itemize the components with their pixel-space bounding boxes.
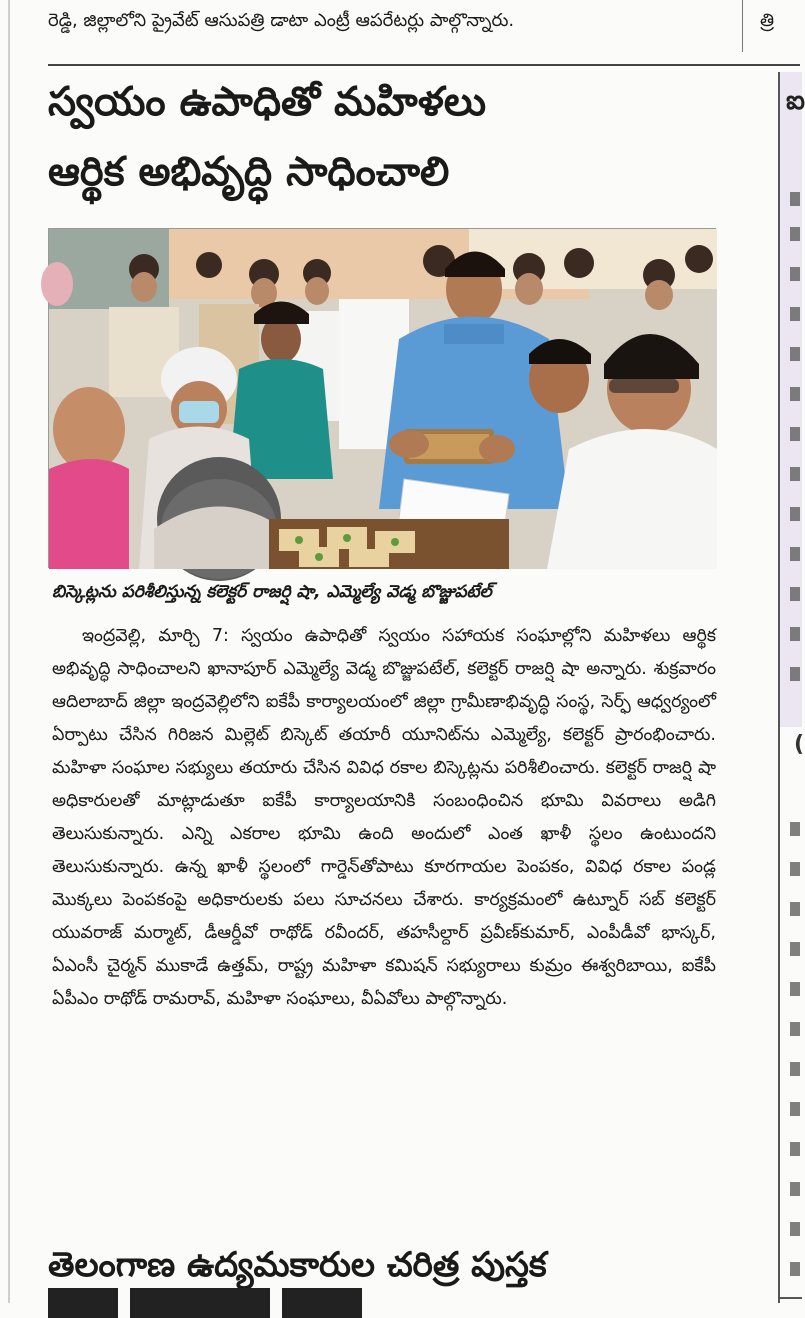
article-body — [52, 620, 716, 1016]
adjacent-column-strip — [778, 72, 805, 1303]
text-fragment — [790, 1262, 800, 1276]
text-fragment — [790, 427, 800, 441]
text-fragment — [790, 347, 800, 361]
text-fragment — [790, 587, 800, 601]
text-fragment — [790, 1182, 800, 1196]
photo-caption: బిస్కెట్లను పరిశీలిస్తున్న కలెక్టర్ రాజర్షి షా, ఎమ్మెల్యే వెడ్మ బొజ్జుపటేల్ — [52, 582, 492, 602]
text-fragment — [790, 267, 800, 281]
text-fragment — [790, 902, 800, 916]
next-article-headline: తెలంగాణ ఉద్యమకారుల చరిత్ర పుస్తక — [48, 1245, 547, 1285]
text-fragment — [790, 1102, 800, 1116]
text-fragment — [790, 1062, 800, 1076]
headline-line-1: స్వయం ఉపాధితో మహిళలు — [48, 79, 487, 125]
text-fragment — [790, 547, 800, 561]
text-fragment — [790, 1142, 800, 1156]
news-photo — [48, 228, 716, 568]
sidebar-rule — [780, 1297, 802, 1299]
text-fragment — [790, 822, 800, 836]
text-fragment — [790, 507, 800, 521]
page-left-edge — [8, 0, 10, 1303]
sidebar-subhead-fragment: ( — [794, 732, 805, 757]
section-rule — [48, 64, 800, 66]
text-fragment — [790, 1022, 800, 1036]
sidebar-headline-fragment: ఐ — [786, 86, 805, 116]
text-fragment — [790, 942, 800, 956]
text-fragment — [790, 307, 800, 321]
column-divider — [742, 0, 743, 52]
text-fragment — [790, 227, 800, 241]
adjacent-column-fragment: త్రి — [760, 10, 775, 31]
text-fragment — [790, 1222, 800, 1236]
headline-line-2: ఆర్థిక అభివృద్ధి సాధించాలి — [48, 149, 450, 195]
text-fragment — [790, 627, 800, 641]
text-fragment — [790, 982, 800, 996]
text-fragment — [790, 667, 800, 681]
previous-article-last-line: రెడ్డి, జిల్లాలోని ప్రైవేట్ ఆసుపత్రి డాటా ఎంట్రీ ఆపరేటర్లు పాల్గొన్నారు. — [48, 10, 515, 31]
text-fragment — [790, 467, 800, 481]
text-fragment — [790, 192, 800, 206]
cropped-headline-second-line — [48, 1288, 408, 1303]
text-fragment — [790, 862, 800, 876]
photo-illustration — [49, 229, 717, 569]
text-fragment — [790, 387, 800, 401]
article-paragraph: ఇంద్రవెల్లి, మార్చి 7: స్వయం ఉపాధితో స్వయం సహాయక సంఘాల్లోని మహిళలు ఆర్థిక అభివృద్ధి సాధించాలని ఖానాపూర్ ఎమ్మెల్యే వెడ్మ బొజ్జుపటేల్, కలెక్టర్ రాజర్షి షా అన్నారు. శుక్రవారం ఆదిలాబాద్ జిల్లా ఇంద్రవెల్లిలోని ఐకేపీ కార్యాలయంలో జిల్లా గ్రామీణాభివృద్ధి సంస్థ, సెర్ఫ్ ఆధ్వర్యంలో ఏర్పాటు చేసిన గిరిజన మిల్లెట్ బిస్కెట్ తయారీ యూనిట్‌ను ఎమ్మెల్యే, కలెక్టర్ ప్రారంభించారు. మహిళా సంఘాల సభ్యులు తయారు చేసిన వివిధ రకాల బిస్కెట్లను పరిశీలించారు. కలెక్టర్ రాజర్షి షా అధికారులతో మాట్లాడుతూ ఐకేపీ కార్యాలయానికి సంబంధించిన భూమి వివరాలు అడిగి తెలుసుకున్నారు. ఎన్ని ఎకరాల భూమి ఉంది అందులో ఎంత ఖాళీ స్థలం ఉంటుందని తెలుసుకున్నారు. ఉన్న ఖాళీ స్థలంలో గార్డెన్‌తోపాటు కూరగాయల పెంపకం, వివిధ రకాల పండ్ల మొక్కలు పెంపకంపై అధికారులకు పలు సూచనలు చేశారు. కార్యక్రమంలో ఉట్నూర్ సబ్ కలెక్టర్ యువరాజ్ మర్మాట్, డీఆర్డీవో రాథోడ్ రవీందర్, తహసీల్దార్ ప్రవీణ్‌కుమార్, ఎంపీడీవో భాస్కర్, ఏఎంసీ చైర్మన్ ముకాడే ఉత్తమ్, రాష్ట్ర మహిళా కమిషన్ సభ్యురాలు కుమ్రం ఈశ్వరిబాయి, ఐకేపీ ఏపీఎం రాథోడ్ రామరావ్, మహిళా సంఘాలు, వీఏవోలు పాల్గొన్నారు. — [52, 626, 716, 1009]
